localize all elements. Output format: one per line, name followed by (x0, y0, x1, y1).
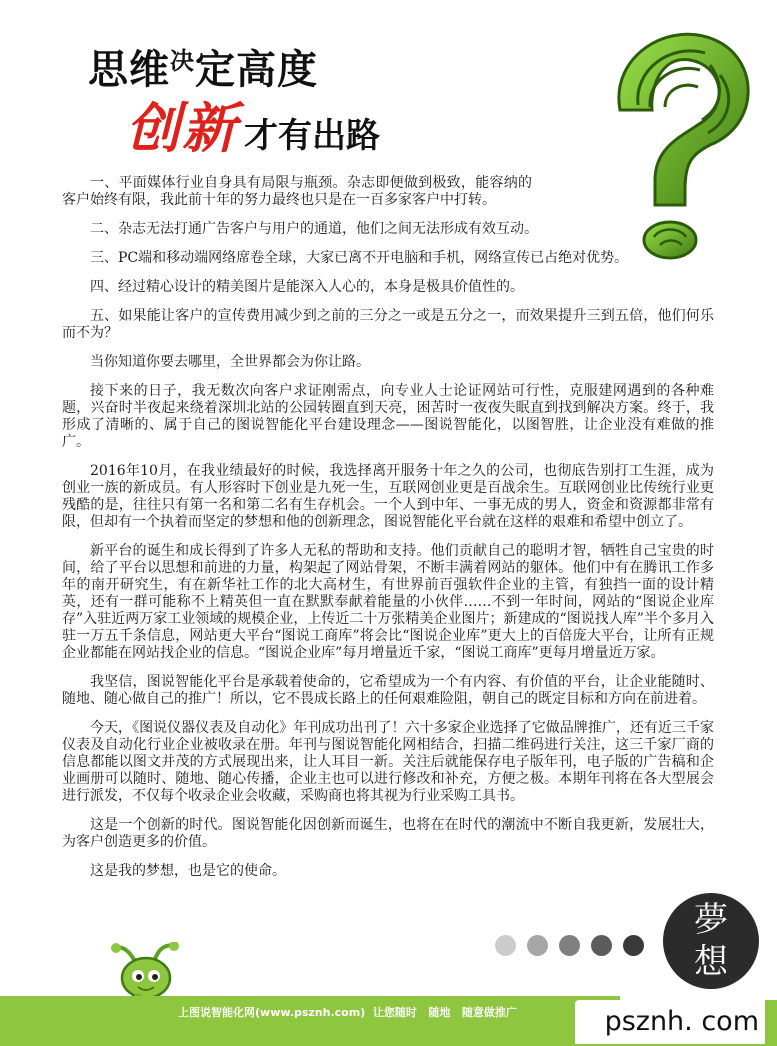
dot-2 (527, 935, 548, 956)
title-line1-a: 思维 (88, 47, 170, 93)
paragraph-4: 四、经过精心设计的精美图片是能深入人心的，本身是极具价值性的。 (90, 279, 524, 295)
title-line1-small: 决 (170, 47, 195, 75)
paragraph-6: 当你知道你要去哪里，全世界都会为你让路。 (90, 354, 370, 370)
article-body (62, 175, 714, 892)
paragraph-7: 接下来的日子，我无数次向客户求证刚需点，向专业人士论证网站可行性，克服建网遇到的各种难题，兴奋时半夜起来绕着深圳北站的公园转圈直到天亮，困苦时一夜夜失眠直到找到解决方案。终于，我形成了清晰的、属于自己的图说智能化平台建设理念——图说智能化，以图智胜，让企业没有难做的推广。 (62, 383, 714, 450)
dream-char-1: 夢 (694, 900, 728, 940)
footer-slogan: 上图说智能化网(www.psznh.com) 让您随时 随地 随意做推广 (178, 1006, 517, 1019)
title-line1-b: 定高度 (195, 47, 318, 93)
title-line2 (126, 86, 380, 163)
paragraph-13: 这是我的梦想，也是它的使命。 (90, 863, 286, 879)
title-way-out: 才有出路 (244, 116, 380, 156)
paragraph-12: 这是一个创新的时代。图说智能化因创新而诞生，也将在在时代的潮流中不断自我更新，发展壮大，为客户创造更多的价值。 (62, 817, 714, 850)
footer-site-url[interactable]: psznh. com (575, 1000, 765, 1044)
dot-5 (623, 935, 644, 956)
dot-1 (495, 935, 516, 956)
paragraph-8: 2016年10月，在我业绩最好的时候，我选择离开服务十年之久的公司，也彻底告别打工生涯，成为创业一族的新成员。有人形容时下创业是九死一生，互联网创业更是百战余生。互联网创业比传统行业更残酷的是，往往只有第一名和第二名有生存机会。一个人到中年、一事无成的男人，资金和资源都非常有限，但却有一个执着而坚定的梦想和他的创新理念，图说智能化平台就在这样的艰难和希望中创立了。 (62, 463, 714, 530)
dot-4 (591, 935, 612, 956)
paragraph-2: 二、杂志无法打通广告客户与用户的通道，他们之间无法形成有效互动。 (90, 221, 538, 237)
paragraph-1: 一、平面媒体行业自身具有局限与瓶颈。杂志即便做到极致，能容纳的客户始终有限，我此前十年的努力最终也只是在一百多家客户中打转。 (62, 175, 532, 208)
dot-3 (559, 935, 580, 956)
gradient-dots (495, 935, 644, 956)
paragraph-11: 今天，《图说仪器仪表及自动化》年刊成功出刊了！六十多家企业选择了它做品牌推广，还有近三千家仪表及自动化行业企业被收录在册。年刊与图说智能化网相结合，扫描二维码进行关注，这三千家厂商的信息都能以图文并茂的方式展现出来，让人耳目一新。关注后就能保存电子版年刊，电子版的广告稿和企业画册可以随时、随地、随心传播，企业主也可以进行修改和补充，方便之极。本期年刊将在各大型展会进行派发，不仅每个收录企业会收藏，采购商也将其视为行业采购工具书。 (62, 720, 714, 804)
paragraph-5: 五、如果能让客户的宣传费用减少到之前的三分之一或是五分之一，而效果提升三到五倍，他们何乐而不为？ (62, 308, 714, 341)
dream-char-2: 想 (694, 942, 728, 982)
title-innovation: 创新 (126, 97, 238, 160)
paragraph-3: 三、PC端和移动端网络席卷全球，大家已离不开电脑和手机，网络宣传已占绝对优势。 (90, 250, 629, 266)
paragraph-9: 新平台的诞生和成长得到了许多人无私的帮助和支持。他们贡献自己的聪明才智，牺牲自己宝贵的时间，给了平台以思想和前进的力量，构架起了网站骨架，不断丰满着网站的躯体。他们中有在腾讯工作多年的南开研究生，有在新华社工作的北大高材生，有世界前百强软件企业的主管，有独挡一面的设计精英，还有一群可能称不上精英但一直在默默奉献着能量的小伙伴……不到一年时间，网站的“图说企业库存”入驻近两万家工业领域的规模企业，上传近二十万张精美企业图片；新建成的“图说找人库”半个多月入驻一万五千条信息，网站更大平台“图说工商库”将会比“图说企业库”更大上的百倍庞大平台，让所有正规企业都能在网站找企业的信息。“图说企业库”每月增量近千家，“图说工商库”更每月增量近万家。 (62, 543, 714, 661)
dream-circle (663, 893, 759, 989)
paragraph-10: 我坚信，图说智能化平台是承载着使命的，它希望成为一个有内容、有价值的平台，让企业能随时、随地、随心做自己的推广！所以，它不畏成长路上的任何艰难险阻，朝自己的既定目标和方向在前进着。 (62, 674, 714, 707)
